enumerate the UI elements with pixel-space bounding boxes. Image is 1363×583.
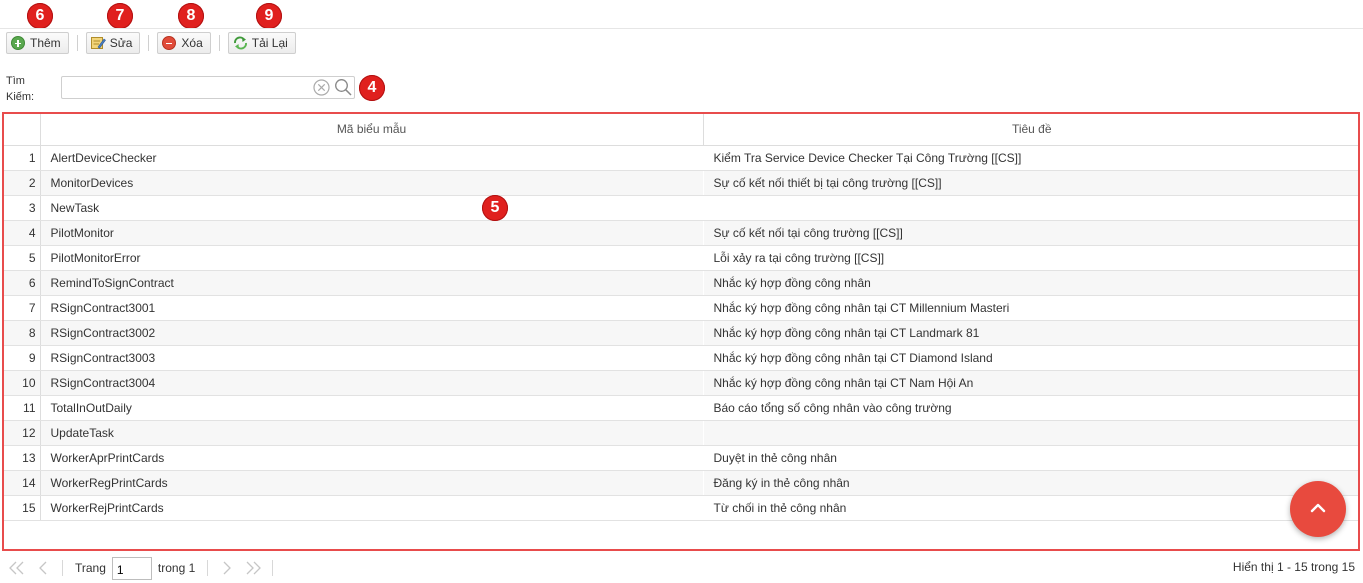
page-number-input[interactable] [112,557,152,580]
search-input[interactable] [61,76,355,99]
code-cell: NewTask [40,195,703,220]
title-cell: Từ chối in thẻ công nhân [703,495,1360,520]
table-row[interactable] [2,420,1360,445]
code-cell: WorkerRejPrintCards [40,495,703,520]
table-row[interactable] [2,320,1360,345]
code-cell: RSignContract3003 [40,345,703,370]
toolbar [6,31,296,55]
annotation-marker-9: 9 [256,3,282,29]
reload-button-label: Tải Lại [251,36,288,50]
table-row[interactable] [2,370,1360,395]
code-cell: WorkerRegPrintCards [40,470,703,495]
add-button-label: Thêm [30,36,61,50]
first-page-button[interactable] [4,556,30,580]
search-icon[interactable] [334,78,353,100]
title-cell [703,420,1360,445]
table-row[interactable] [2,345,1360,370]
code-cell: MonitorDevices [40,170,703,195]
table-header-row [2,114,1360,145]
last-page-icon [244,561,262,575]
title-cell: Kiểm Tra Service Device Checker Tại Công Trường [[CS]] [703,145,1360,170]
table-row[interactable] [2,220,1360,245]
toolbar-separator [77,35,78,51]
table-row[interactable] [2,495,1360,520]
delete-icon [162,36,176,50]
next-page-button[interactable] [214,556,240,580]
last-page-button[interactable] [240,556,266,580]
row-number-cell: 10 [2,370,40,395]
toolbar-separator [148,35,149,51]
pager-separator [62,560,63,576]
title-cell: Nhắc ký hợp đồng công nhân tại CT Millennium Masteri [703,295,1360,320]
title-cell: Lỗi xảy ra tại công trường [[CS]] [703,245,1360,270]
prev-page-icon [37,561,49,575]
table-row[interactable] [2,270,1360,295]
scroll-top-button[interactable] [1290,481,1346,537]
row-number-cell: 11 [2,395,40,420]
table-body [2,145,1360,520]
prev-page-button[interactable] [30,556,56,580]
row-number-cell: 6 [2,270,40,295]
annotation-marker-6: 6 [27,3,53,29]
data-table [2,114,1360,521]
table-row[interactable] [2,470,1360,495]
scroll-top-icon [1309,502,1327,517]
column-header-title[interactable]: Tiêu đề [703,114,1360,145]
annotation-marker-8: 8 [178,3,204,29]
annotation-marker-5: 5 [482,195,508,221]
row-number-cell: 8 [2,320,40,345]
row-number-cell: 9 [2,345,40,370]
toolbar-separator [219,35,220,51]
title-cell: Nhắc ký hợp đồng công nhân tại CT Nam Hội An [703,370,1360,395]
search-label-line2: Kiếm: [6,91,35,103]
pagination-summary: Hiển thị 1 - 15 trong 15 [1232,560,1355,574]
code-cell: RSignContract3001 [40,295,703,320]
next-page-icon [221,561,233,575]
title-cell: Nhắc ký hợp đồng công nhân tại CT Diamond Island [703,345,1360,370]
search-label [6,73,34,105]
page-label: Trang [75,561,106,575]
edit-icon [91,36,105,50]
code-cell: PilotMonitorError [40,245,703,270]
row-number-cell: 3 [2,195,40,220]
add-icon [11,36,25,50]
row-number-cell: 14 [2,470,40,495]
table-row[interactable] [2,245,1360,270]
title-cell: Sự cố kết nối thiết bị tại công trường [[CS]] [703,170,1360,195]
delete-button[interactable] [157,32,210,54]
table-row[interactable] [2,195,1360,220]
data-grid [2,112,1360,551]
title-cell: Duyệt in thẻ công nhân [703,445,1360,470]
code-cell: RSignContract3002 [40,320,703,345]
table-row[interactable] [2,395,1360,420]
title-cell: Nhắc ký hợp đồng công nhân [703,270,1360,295]
delete-button-label: Xóa [181,36,203,50]
code-cell: TotalInOutDaily [40,395,703,420]
table-row[interactable] [2,445,1360,470]
row-number-header [2,114,40,145]
table-row[interactable] [2,295,1360,320]
code-cell: WorkerAprPrintCards [40,445,703,470]
first-page-icon [8,561,26,575]
table-row[interactable] [2,170,1360,195]
code-cell: AlertDeviceChecker [40,145,703,170]
title-cell: Nhắc ký hợp đồng công nhân tại CT Landmark 81 [703,320,1360,345]
code-cell: RemindToSignContract [40,270,703,295]
row-number-cell: 2 [2,170,40,195]
page-of-label: trong 1 [157,561,196,575]
search-label-line1: Tìm [6,75,25,87]
code-cell: UpdateTask [40,420,703,445]
row-number-cell: 1 [2,145,40,170]
title-cell: Sự cố kết nối tại công trường [[CS]] [703,220,1360,245]
reload-icon [233,36,247,50]
add-button[interactable] [6,32,69,54]
pager-separator [272,560,273,576]
pager-separator [207,560,208,576]
table-row[interactable] [2,145,1360,170]
code-cell: PilotMonitor [40,220,703,245]
row-number-cell: 12 [2,420,40,445]
reload-button[interactable] [228,32,296,54]
annotation-marker-4: 4 [359,75,385,101]
pagination-bar [0,555,1363,581]
title-cell: Đăng ký in thẻ công nhân [703,470,1360,495]
row-number-cell: 4 [2,220,40,245]
clear-icon[interactable] [313,79,330,99]
title-cell: Báo cáo tổng số công nhân vào công trường [703,395,1360,420]
row-number-cell: 15 [2,495,40,520]
column-header-code[interactable]: Mã biểu mẫu [40,114,703,145]
edit-button[interactable] [86,32,141,54]
toolbar-divider [0,28,1363,29]
title-cell [703,195,1360,220]
edit-button-label: Sửa [109,36,133,50]
row-number-cell: 7 [2,295,40,320]
annotation-marker-7: 7 [107,3,133,29]
row-number-cell: 5 [2,245,40,270]
row-number-cell: 13 [2,445,40,470]
code-cell: RSignContract3004 [40,370,703,395]
